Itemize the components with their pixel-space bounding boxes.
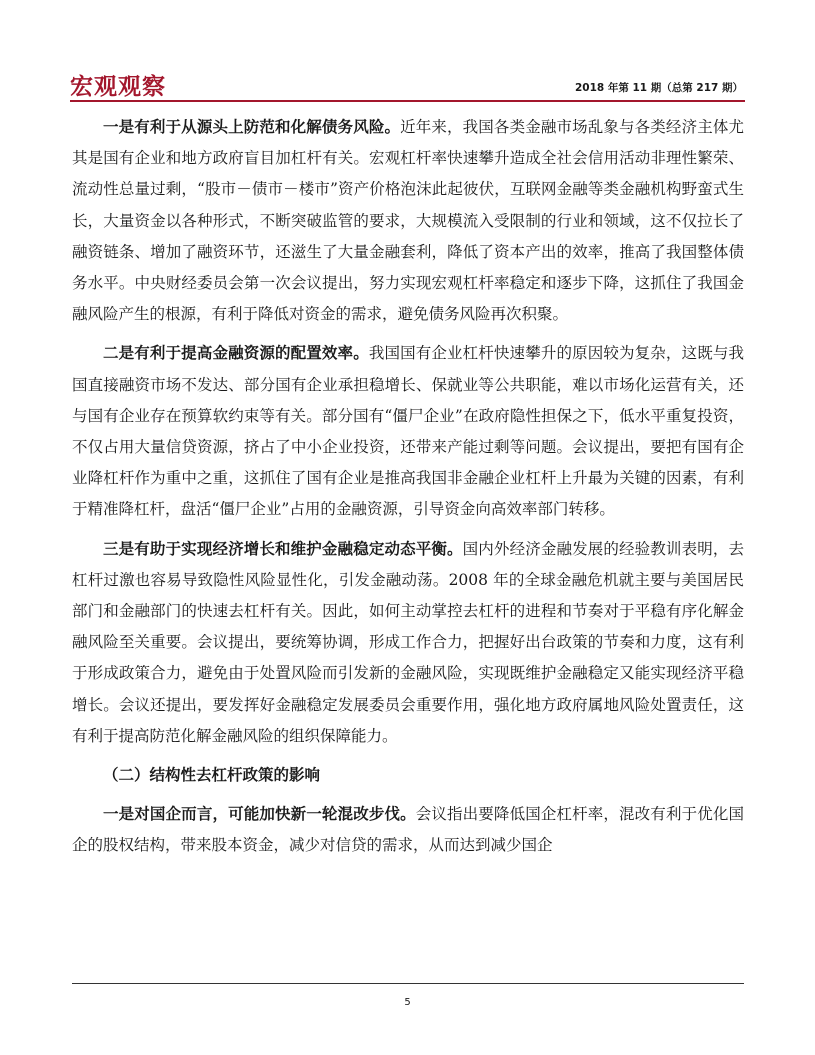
paragraph-1 <box>72 112 744 330</box>
issue-number: 2018 年第 11 期（总第 217 期） <box>574 82 743 94</box>
page-header <box>70 64 745 104</box>
paragraph-2-text: 我国国有企业杠杆快速攀升的原因较为复杂，这既与我国直接融资市场不发达、部分国有企业承担稳增长、保就业等公共职能，难以市场化运营有关，还与国有企业存在预算软约束等有关。部分国有“僵尸企业”在政府隐性担保之下，低水平重复投资，不仅占用大量信贷资源，挤占了中小企业投资，还带来产能过剩等问题。会议提出，要把有国有企业降杠杆作为重中之重，这抓住了国有企业是推高我国非金融企业杠杆上升最为关键的因素，有利于精准降杠杆，盘活“僵尸企业”占用的金融资源，引导资金向高效率部门转移。 <box>72 344 744 519</box>
paragraph-1-lead: 一是有利于从源头上防范和化解债务风险。 <box>103 118 401 136</box>
footer-divider <box>72 983 744 984</box>
paragraph-3-lead: 三是有助于实现经济增长和维护金融稳定动态平衡。 <box>103 539 463 558</box>
paragraph-3-text: 国内外经济金融发展的经验教训表明，去杠杆过激也容易导致隐性风险显性化，引发金融动荡。2008 年的全球金融危机就主要与美国居民部门和金融部门的快速去杠杆有关。因此，如何主动掌控去杠杆的进程和节奏对于平稳有序化解金融风险至关重要。会议提出，要统筹协调，形成工作合力，把握好出台政策的节奏和力度，这有利于形成政策合力，避免由于处置风险而引发新的金融风险，实现既维护金融稳定又能实现经济平稳增长。会议还提出，要发挥好金融稳定发展委员会重要作用，强化地方政府属地风险处置责任，这有利于提高防范化解金融风险的组织保障能力。 <box>72 539 744 745</box>
paragraph-3 <box>72 534 744 752</box>
section-subheading: （二）结构性去杠杆政策的影响 <box>103 766 321 785</box>
paragraph-2 <box>72 338 744 525</box>
article-body <box>72 112 744 870</box>
paragraph-4-lead: 一是对国企而言，可能加快新一轮混改步伐。 <box>103 805 416 824</box>
paragraph-2-lead: 二是有利于提高金融资源的配置效率。 <box>103 344 369 363</box>
paragraph-4-text: 会议指出要降低国企杠杆率，混改有利于优化国企的股权结构，带来股本资金，减少对信贷的需求，从而达到减少国企 <box>72 805 744 855</box>
paragraph-4 <box>72 799 744 861</box>
header-divider <box>70 100 745 102</box>
paragraph-1-text: 近年来，我国各类金融市场乱象与各类经济主体尤其是国有企业和地方政府盲目加杠杆有关。宏观杠杆率快速攀升造成全社会信用活动非理性繁荣、流动性总量过剩，“股市－债市－楼市”资产价格泡沫此起彼伏，互联网金融等类金融机构野蛮式生长，大量资金以各种形式，不断突破监管的要求，大规模流入受限制的行业和领域，这不仅拉长了融资链条、增加了融资环节，还滋生了大量金融套利，降低了资本产出的效率，推高了我国整体债务水平。中央财经委员会第一次会议提出，努力实现宏观杠杆率稳定和逐步下降，这抓住了我国金融风险产生的根源，有利于降低对资金的需求，避免债务风险再次积聚。 <box>72 118 744 324</box>
publication-title: 宏观观察 <box>70 74 166 100</box>
page-number: 5 <box>404 997 411 1008</box>
